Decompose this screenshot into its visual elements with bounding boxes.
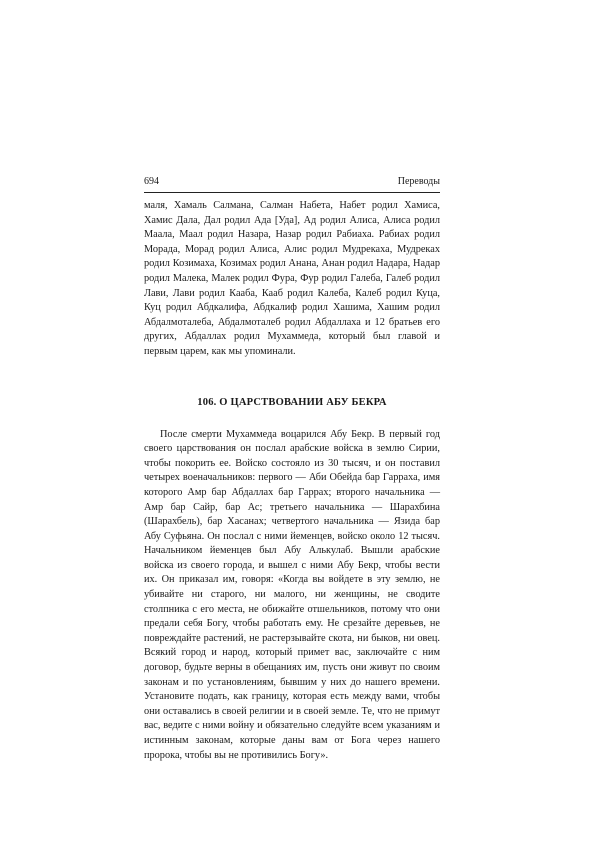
running-header [144, 176, 440, 193]
section-heading: 106. О ЦАРСТВОВАНИИ АБУ БЕКРА [197, 396, 387, 408]
page-number: 694 [144, 176, 159, 187]
book-page [144, 176, 440, 763]
running-title: Переводы [397, 176, 440, 187]
section-paragraph: После смерти Мухаммеда воцарился Абу Бекр. В первый год своего царствования он послал арабские войска в землю Сирии, чтобы покорить ее. Войско состояло из 30 тысяч, и он поставил четырех военачальников: первого — Аби Обейда бар Гарраха, имя которого Амр бар Абдаллах бар Гаррах; второго начальника — Амр бар Сайр, бар Ас; третьего начальника — Шарахбина (Шарахбель), бар Хасанах; четвертого начальника — Язида бар Абу Суфьяна. Он послал с ними йеменцев, войско около 12 тысяч. Начальником йеменцев был Абу Алькулаб. Вышли арабские войска из своего города, и вышел с ними Абу Бекр, чтобы вести их. Он приказал им, говоря: «Когда вы войдете в эту землю, не убивайте ни старого, ни малого, ни женщины, не сводите столпника с его места, не обижайте отшельников, потому что они предали себя Богу, чтобы работать ему. Не срезайте деревьев, не повреждайте растений, не растерзывайте скота, ни быков, ни овец. Всякий город и народ, который примет вас, заключайте с ним договор, будьте верны в обещаниях им, пусть они живут по своим законам и по установлениям, бывшим у них до нашего времени. Установите подать, как границу, которая есть между вами, чтобы они оставались в своей религии и в своей земле. Те, что не примут вас, ведите с ними войну и обязательно следуйте всем указаниям и истинным законам, которые даны вам от Бога через нашего пророка, чтобы вы не противились Богу». [144, 428, 440, 761]
continuation-paragraph: маля, Хамаль Салмана, Салман Набета, Набет родил Хамиса, Хамис Дала, Дал родил Ада [Уда], Ад родил Алиса, Алиса родил Маала, Маал родил Назара, Назар родил Рабиаха. Рабиах родил Морада, Морад родил Алиса, Алис родил Мудрекаха, Мудреках родил Козимаха, Козимах родил Анана, Анан родил Надара, Надар родил Малека, Малек родил Фура, Фур родил Галеба, Галеб родил Лави, Лави родил Кааба, Кааб родил Калеба, Калеб родил Куца, Куц родил Абдкалифа, Абдкалиф родил Хашима, Хашим родил Абдалмоталеба, Абдалмоталеб родил Абдаллаха и 12 братьев его других, Абдаллах родил Мухаммеда, который был главой и первым царем, как мы упоминали. [144, 200, 440, 357]
